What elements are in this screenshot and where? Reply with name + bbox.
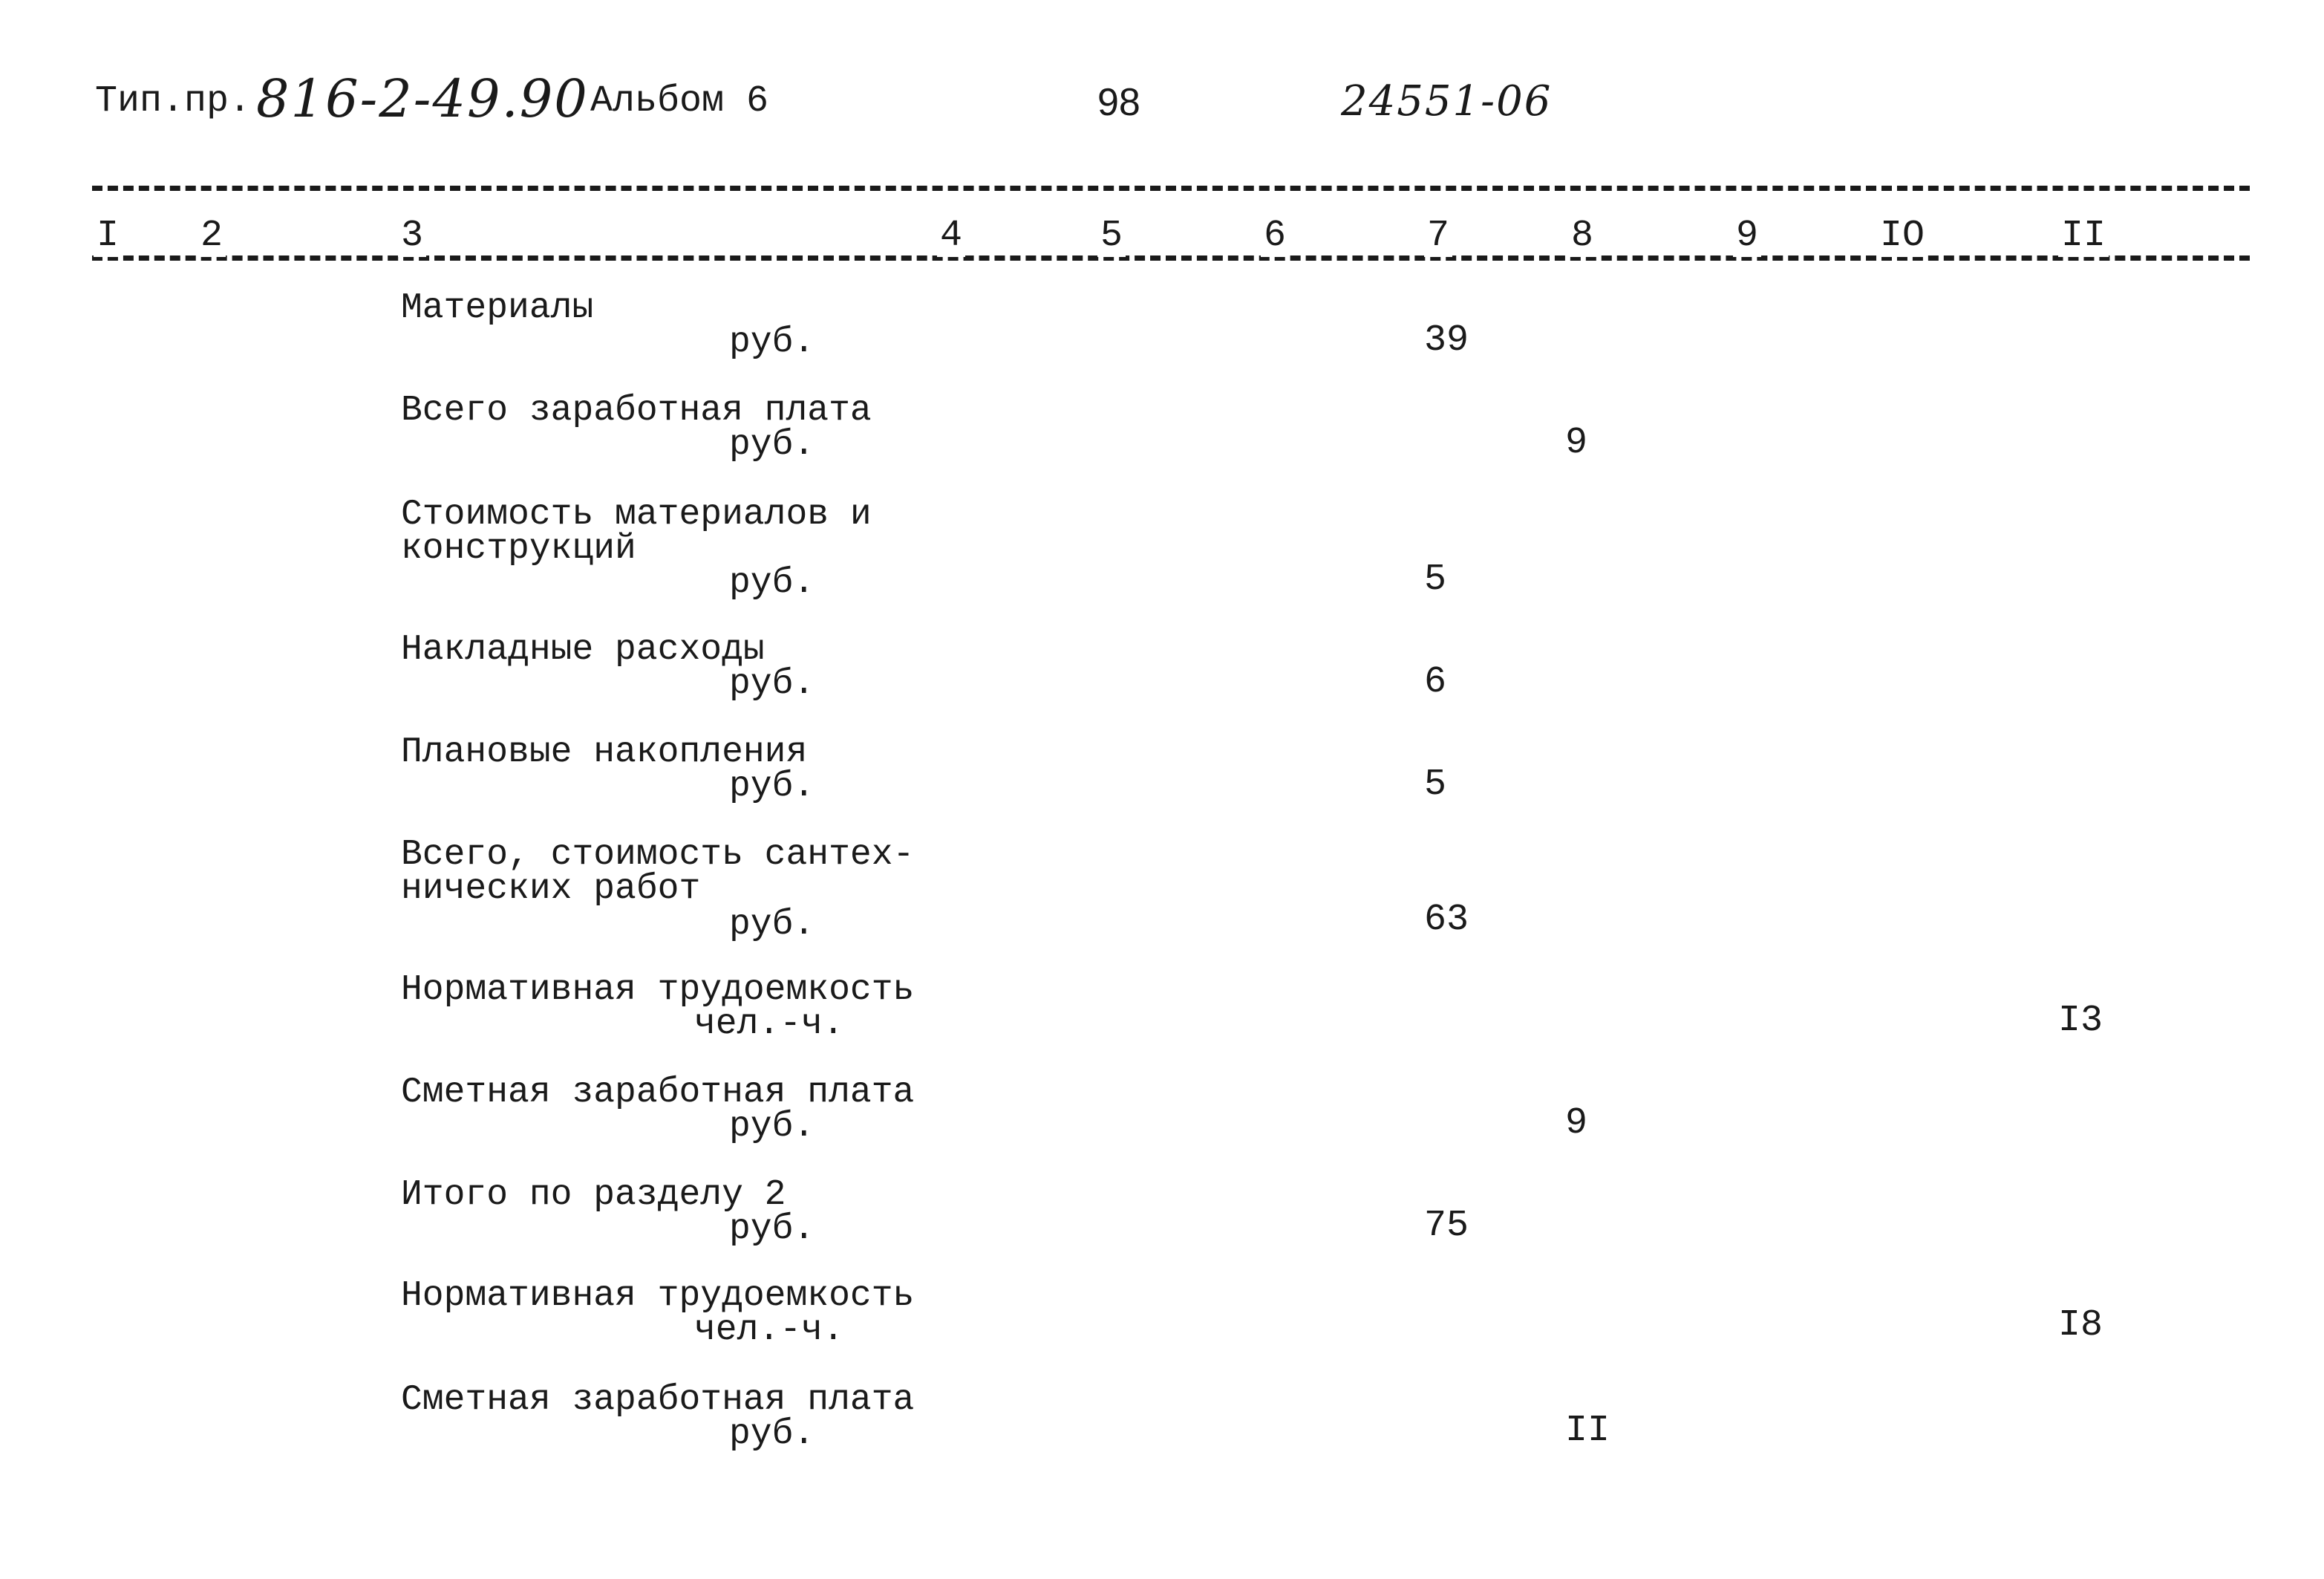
column-number-8: 8 [1568,215,1596,257]
header-prefix: Тип.пр. [95,80,252,123]
row-value-col7: 6 [1424,661,1447,703]
row-label: Материалы [401,288,594,328]
row-unit: руб. [729,563,815,603]
row-value-col7: 39 [1424,319,1469,362]
row-unit: руб. [729,425,815,465]
column-number-6: 6 [1261,215,1289,257]
row-label: Сметная заработная плата [401,1380,915,1420]
row-value-col7: 5 [1424,764,1447,806]
row-unit: руб. [729,1414,815,1454]
row-unit: руб. [729,322,815,362]
page-number: 98 [1097,81,1140,124]
row-unit: руб. [729,905,815,945]
row-label: Накладные расходы [401,630,765,670]
row-value-col8: 9 [1565,422,1588,464]
row-value-col11: I3 [2058,1000,2103,1042]
top-dashed-rule [92,186,2250,191]
row-label: Стоимость материалов и конструкций [401,495,872,569]
column-number-3: 3 [398,215,426,257]
row-unit: руб. [729,1107,815,1147]
row-value-col8: II [1565,1410,1610,1452]
row-label: Нормативная трудоемкость [401,970,915,1010]
column-number-10: IO [1877,215,1928,257]
project-code: 816-2-49.90 [256,68,589,129]
row-label: Плановые накопления [401,732,808,772]
row-label: Всего, стоимость сантех- нических работ [401,835,915,909]
column-number-2: 2 [198,215,226,257]
row-label: Сметная заработная плата [401,1072,915,1113]
row-unit: руб. [729,664,815,704]
row-unit: руб. [729,766,815,807]
column-number-7: 7 [1424,215,1452,257]
column-number-9: 9 [1733,215,1761,257]
row-label: Всего заработная плата [401,391,872,431]
row-value-col7: 75 [1424,1205,1469,1247]
column-number-5: 5 [1097,215,1126,257]
row-label: Нормативная трудоемкость [401,1276,915,1316]
column-number-11: II [2058,215,2109,257]
document-number: 24551-06 [1341,77,1553,126]
column-number-4: 4 [937,215,965,257]
row-value-col7: 63 [1424,899,1469,941]
column-number-1: I [94,215,122,257]
row-unit: чел.-ч. [694,1310,844,1350]
album-label: Альбом 6 [590,80,769,123]
row-value-col8: 9 [1565,1102,1588,1145]
row-unit: чел.-ч. [694,1004,844,1044]
row-value-col7: 5 [1424,559,1447,601]
row-unit: руб. [729,1209,815,1249]
row-label: Итого по разделу 2 [401,1175,786,1215]
row-value-col11: I8 [2058,1304,2103,1347]
